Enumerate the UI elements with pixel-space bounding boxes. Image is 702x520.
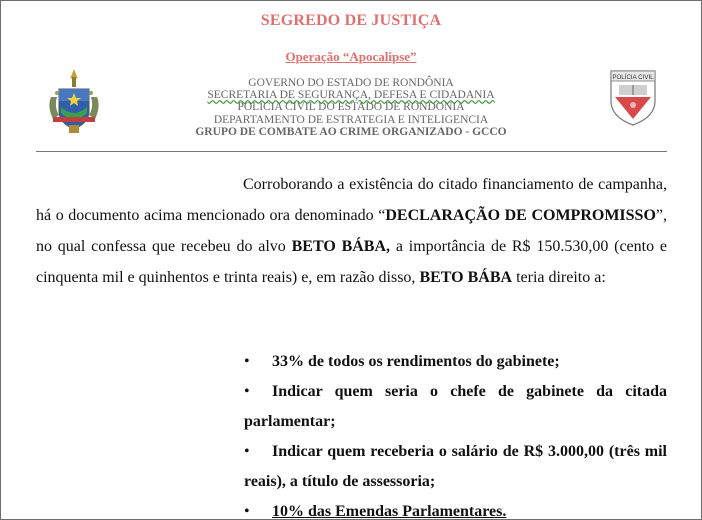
list-item bbox=[244, 437, 667, 497]
header-line-department: DEPARTAMENTO DE ESTRATEGIA E INTELIGENCIA bbox=[213, 113, 489, 126]
bullet-icon: • bbox=[244, 443, 250, 460]
list-item-text: 10% das Emendas Parlamentares. bbox=[272, 503, 507, 520]
confidential-heading: SEGREDO DE JUSTIÇA bbox=[260, 12, 442, 29]
paragraph-text-4: teria direito a: bbox=[512, 269, 606, 286]
body-paragraph bbox=[36, 169, 667, 293]
paragraph-text-1: Corroborando a existência do citado financiamento de campanha, há o documento acima mencionado ora denominado “ bbox=[36, 176, 667, 224]
list-item-text: Indicar quem seria o chefe de gabinete da citada parlamentar; bbox=[244, 383, 667, 430]
list-item-text: 33% de todos os rendimentos do gabinete; bbox=[272, 353, 560, 370]
civil-police-badge-icon bbox=[607, 67, 659, 127]
header-line-secretariat-text: SECRETARIA DE SEGURANÇA, DEFESA E CIDADANIA bbox=[207, 89, 495, 102]
institution-header bbox=[151, 77, 551, 138]
list-item bbox=[244, 497, 667, 520]
bullet-icon: • bbox=[244, 503, 250, 520]
state-coat-of-arms-icon bbox=[45, 67, 103, 137]
entitlements-list bbox=[244, 347, 667, 520]
list-item bbox=[244, 347, 667, 377]
header-divider bbox=[36, 151, 667, 152]
paragraph-bold-target: BETO BÁBA, bbox=[291, 238, 391, 255]
header-line-group: GRUPO DE COMBATE AO CRIME ORGANIZADO - GCCO bbox=[195, 125, 507, 138]
paragraph-text-3: a importância de R$ 150.530,00 (cento e cinquenta mil e quinhentos e trinta reais) e, em razão disso, bbox=[36, 238, 668, 286]
paragraph-bold-declaration: DECLARAÇÃO DE COMPROMISSO bbox=[385, 207, 656, 224]
paragraph-text-2: ”, no qual confessa que recebeu do alvo bbox=[36, 207, 667, 255]
header-line-government: GOVERNO DO ESTADO DE RONDÔNIA bbox=[248, 77, 454, 89]
badge-label: POLÍCIA CIVIL bbox=[612, 74, 654, 81]
list-item-text: Indicar quem receberia o salário de R$ 3.000,00 (três mil reais), a título de assessoria; bbox=[244, 443, 667, 490]
bullet-icon: • bbox=[244, 353, 250, 370]
bullet-icon: • bbox=[244, 383, 250, 400]
paragraph-bold-target-2: BETO BÁBA bbox=[419, 269, 513, 286]
operation-title: Operação “Apocalipse” bbox=[285, 49, 417, 64]
header-line-secretariat bbox=[151, 89, 551, 101]
list-item bbox=[244, 377, 667, 437]
header-line-police: POLICIA CIVIL DO ESTADO DE RONDONIA bbox=[237, 101, 465, 114]
